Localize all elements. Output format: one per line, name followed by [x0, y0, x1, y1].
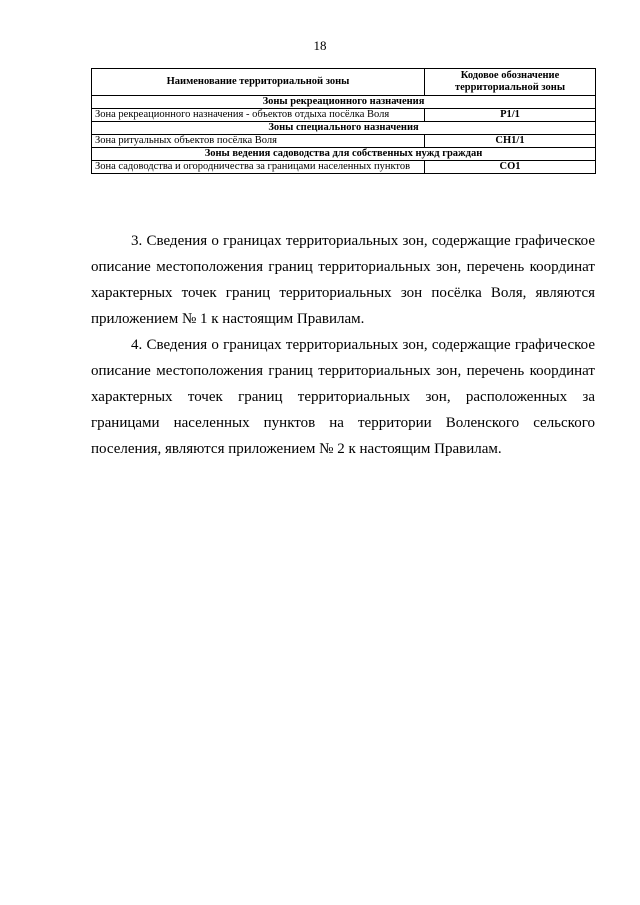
section-row [92, 96, 596, 109]
section-title: Зоны рекреационного назначения [92, 96, 596, 109]
header-zone-code: Кодовое обозначение территориальной зоны [425, 69, 596, 96]
table-row [92, 109, 596, 122]
document-body [91, 228, 595, 462]
table-row [92, 135, 596, 148]
header-zone-name: Наименование территориальной зоны [92, 69, 425, 96]
zone-name-cell: Зона садоводства и огородничества за границами населенных пунктов [92, 161, 425, 174]
zone-code-cell: СН1/1 [425, 135, 596, 148]
table-header-row [92, 69, 596, 96]
territorial-zones-table [91, 68, 596, 174]
paragraph-3: 3. Сведения о границах территориальных зон, содержащие графическое описание местоположения границ территориальных зон, перечень координат характерных точек границ территориальных зон посёлка Воля, являются приложением № 1 к настоящим Правилам. [91, 233, 595, 327]
zone-code-cell: Р1/1 [425, 109, 596, 122]
section-row [92, 148, 596, 161]
paragraph-4: 4. Сведения о границах территориальных зон, содержащие графическое описание местоположения границ территориальных зон, перечень координат характерных точек границ территориальных зон, расположенных за границами населенных пунктов на территории Воленского сельского поселения, являются приложением № 2 к настоящим Правилам. [91, 337, 595, 457]
table-row [92, 161, 596, 174]
zone-name-cell: Зона рекреационного назначения - объектов отдыха посёлка Воля [92, 109, 425, 122]
section-title: Зоны ведения садоводства для собственных нужд граждан [92, 148, 596, 161]
zone-name-cell: Зона ритуальных объектов посёлка Воля [92, 135, 425, 148]
section-row [92, 122, 596, 135]
zone-code-cell: СО1 [425, 161, 596, 174]
section-title: Зоны специального назначения [92, 122, 596, 135]
page-number: 18 [313, 38, 327, 53]
